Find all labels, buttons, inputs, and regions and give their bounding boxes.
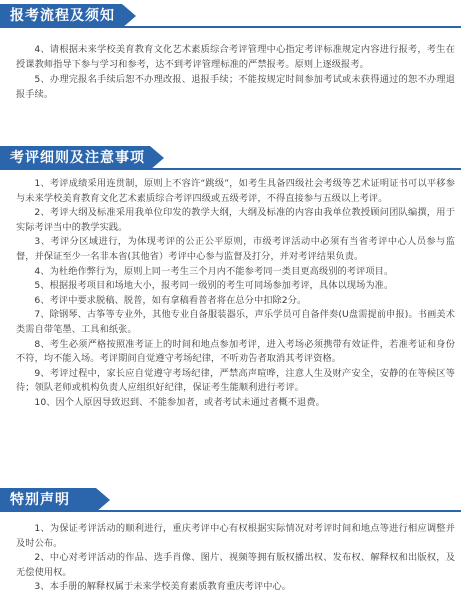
section-divider [0,168,461,170]
section-header [0,146,467,170]
section-body [0,177,467,411]
section-title: 考评细则及注意事项 [0,146,150,170]
paragraph: 10、因个人原因导致迟到、不能参加者，或者考试未通过者概不退费。 [34,396,325,408]
section-title: 特别声明 [0,488,96,512]
section-registration [0,4,467,102]
paragraph: 7、除钢琴、古筝等专业外，其他专业自备服装器乐，声乐学员可自备伴奏(U盘需提前申报)。书画美术类需自带笔墨、工具和纸张。 [16,309,455,335]
paragraph: 6、考评中要求脱稿、脱普，如有拿稿看普者将在总分中扣除2分。 [34,294,307,306]
section-header [0,488,467,512]
paragraph: 1、考评成绩采用连贯制，原则上不容许“跳级”，如考生具备四级社会考级等艺术证明证书可以平移参与未来学校美育教育文化艺术素质综合考评四级或五级考评，不得直接参与五级以上考评。 [16,178,455,204]
section-title: 报考流程及须知 [0,4,122,28]
section-divider [0,510,461,512]
section-rules [0,146,467,411]
paragraph: 3、考评分区域进行，为体现考评的公正公平原则，市级考评活动中必须有当省考评中心人员参与监督，并保证至少一名非本省(其他省）考评中心参与监督及打分，并对考评结果负责。 [16,236,455,262]
paragraph: 9、考评过程中，家长应自觉遵守考场纪律，严禁高声喧哗，注意人生及财产安全，安静的在等候区等待；领队老师或机构负责人应组织好纪律，保证考生能顺利进行考评。 [16,367,455,394]
paragraph: 1、为保证考评活动的顺利进行，重庆考评中心有权根据实际情况对考评时间和地点等进行相应调整并及时公布。 [16,523,455,549]
paragraph: 8、考生必须严格按照准考证上的时间和地点参加考评，进入考场必须携带有效证件，若准考证和身份不符，均不能入场。考评期间自觉遵守考场纪律，不听劝告者取消其考评资格。 [16,338,455,365]
section-body [0,522,467,595]
section-declaration [0,488,467,595]
paragraph: 2、考评大纲及标准采用我单位印发的教学大纲，大纲及标准的内容由我单位教授顾问团队编撰，用于实际考评当中的教学实践。 [16,207,455,233]
section-divider [0,26,461,28]
section-body [0,43,467,102]
paragraph: 5、根据报考项目和场地大小，报考同一级别的考生可同场参加考评，具体以现场为准。 [34,280,394,292]
paragraph: 4、请根据未来学校美育教育文化艺术素质综合考评管理中心指定考评标准规定内容进行报考，考生在授课教师指导下参与学习和参考，达不到考评管理标准的严禁报考。原则上逐级报考。 [16,44,455,70]
paragraph: 3、本手册的解释权属于未来学校美育素质教育重庆考评中心。 [34,581,292,593]
section-header [0,4,467,28]
paragraph: 4、为杜绝作弊行为，原则上同一考生三个月内不能参考同一类目更高级别的考评项目。 [34,265,394,277]
paragraph: 5、办理完报名手续后恕不办理改报、退报手续；不能按规定时间参加考试或未获得通过的恕不办理退报手续。 [16,74,455,100]
paragraph: 2、中心对考评活动的作品、选手肖像、图片、视频等拥有版权播出权、发布权、解释权和出版权，及无偿使用权。 [16,552,455,578]
